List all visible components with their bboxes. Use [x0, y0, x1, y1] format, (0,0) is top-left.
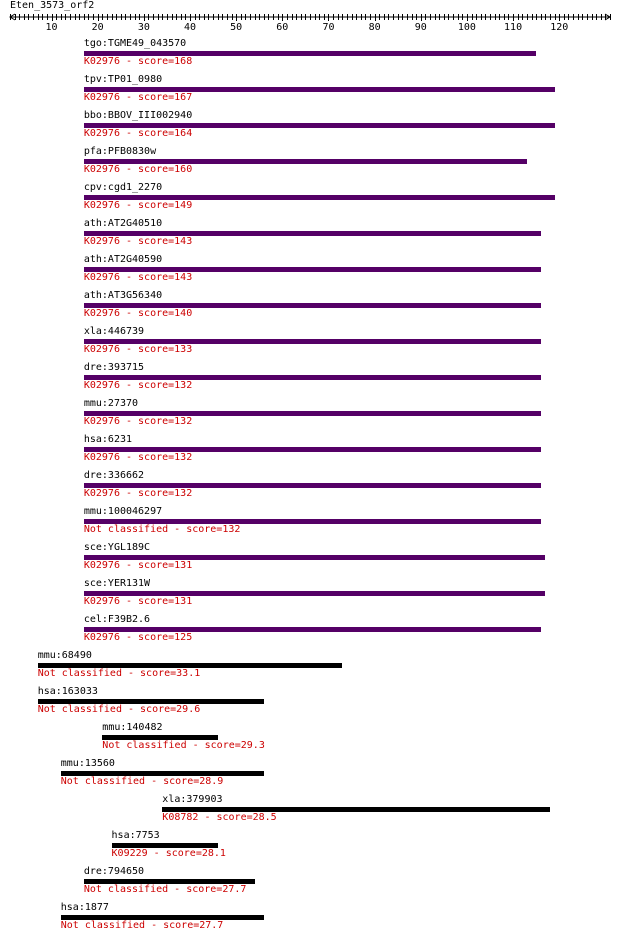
- hit-score-text: Not classified - score=33.1: [37, 668, 201, 679]
- hit-score-text: K02976 - score=167: [83, 92, 193, 103]
- hit-label[interactable]: hsa:7753: [111, 830, 160, 841]
- hit-label[interactable]: ath:AT2G40590: [83, 254, 163, 265]
- ruler-tick-label: 40: [183, 22, 197, 33]
- ruler-tick-label: 20: [91, 22, 104, 33]
- hit-label[interactable]: ath:AT3G56340: [83, 290, 163, 301]
- hit-label[interactable]: dre:393715: [83, 362, 145, 373]
- hit-score-text: Not classified - score=28.9: [60, 776, 224, 787]
- hit-label[interactable]: hsa:6231: [83, 434, 133, 445]
- hit-score-text: K09229 - score=28.1: [111, 848, 226, 859]
- hit-label[interactable]: cpv:cgd1_2270: [83, 182, 163, 193]
- hit-label[interactable]: ath:AT2G40510: [83, 218, 163, 229]
- hit-score-text: K02976 - score=131: [83, 560, 193, 571]
- hit-score-text: K02976 - score=140: [83, 308, 193, 319]
- hit-score-text: Not classified - score=29.3: [102, 740, 265, 751]
- position-ruler: [0, 0, 620, 34]
- hit-label[interactable]: hsa:1877: [60, 902, 109, 913]
- hit-label[interactable]: cel:F39B2.6: [83, 614, 151, 625]
- ruler-tick-label: 110: [504, 22, 523, 33]
- hit-score-text: K02976 - score=132: [83, 380, 193, 391]
- hit-score-text: K02976 - score=125: [83, 632, 193, 643]
- hit-score-text: K02976 - score=164: [83, 128, 193, 139]
- ruler-tick-label: 60: [276, 22, 289, 33]
- hit-score-text: K02976 - score=131: [83, 596, 193, 607]
- hit-label[interactable]: mmu:140482: [102, 722, 163, 733]
- ruler-tick-label: 30: [137, 22, 150, 33]
- hit-label[interactable]: dre:794650: [83, 866, 145, 877]
- hit-score-text: Not classified - score=27.7: [60, 920, 224, 931]
- hit-score-text: K08782 - score=28.5: [162, 812, 277, 823]
- ruler-tick-label: 100: [457, 22, 476, 33]
- hit-label[interactable]: tpv:TP01_0980: [83, 74, 163, 85]
- hit-label[interactable]: dre:336662: [83, 470, 145, 481]
- hit-label[interactable]: hsa:163033: [37, 686, 98, 697]
- hit-score-text: Not classified - score=132: [83, 524, 241, 535]
- hit-label[interactable]: mmu:100046297: [83, 506, 163, 517]
- hit-label[interactable]: mmu:68490: [37, 650, 92, 661]
- hit-score-text: Not classified - score=29.6: [37, 704, 201, 715]
- hit-score-text: Not classified - score=27.7: [83, 884, 247, 895]
- hit-score-text: K02976 - score=160: [83, 164, 193, 175]
- hit-label[interactable]: xla:446739: [83, 326, 145, 337]
- hit-score-text: K02976 - score=143: [83, 236, 193, 247]
- hit-score-text: K02976 - score=132: [83, 488, 193, 499]
- ruler-tick-label: 120: [550, 22, 569, 33]
- query-title: Eten_3573_orf2: [10, 0, 95, 11]
- hit-score-text: K02976 - score=143: [83, 272, 193, 283]
- ruler-tick-label: 90: [414, 22, 427, 33]
- hit-label[interactable]: mmu:13560: [60, 758, 115, 769]
- hit-label[interactable]: bbo:BBOV_III002940: [83, 110, 193, 121]
- hit-label[interactable]: mmu:27370: [83, 398, 139, 409]
- hit-score-text: K02976 - score=149: [83, 200, 193, 211]
- ruler-tick-label: 80: [368, 22, 381, 33]
- hit-label[interactable]: pfa:PFB0830w: [83, 146, 157, 157]
- ruler-tick-label: 10: [45, 22, 58, 33]
- hit-score-text: K02976 - score=133: [83, 344, 193, 355]
- hit-label[interactable]: tgo:TGME49_043570: [83, 38, 187, 49]
- hit-score-text: K02976 - score=132: [83, 452, 193, 463]
- hit-label[interactable]: sce:YER131W: [83, 578, 151, 589]
- hit-label[interactable]: xla:379903: [162, 794, 223, 805]
- ruler-tick-label: 50: [230, 22, 243, 33]
- ruler-tick-label: 70: [322, 22, 335, 33]
- hit-score-text: K02976 - score=132: [83, 416, 193, 427]
- hit-label[interactable]: sce:YGL189C: [83, 542, 151, 553]
- hit-score-text: K02976 - score=168: [83, 56, 193, 67]
